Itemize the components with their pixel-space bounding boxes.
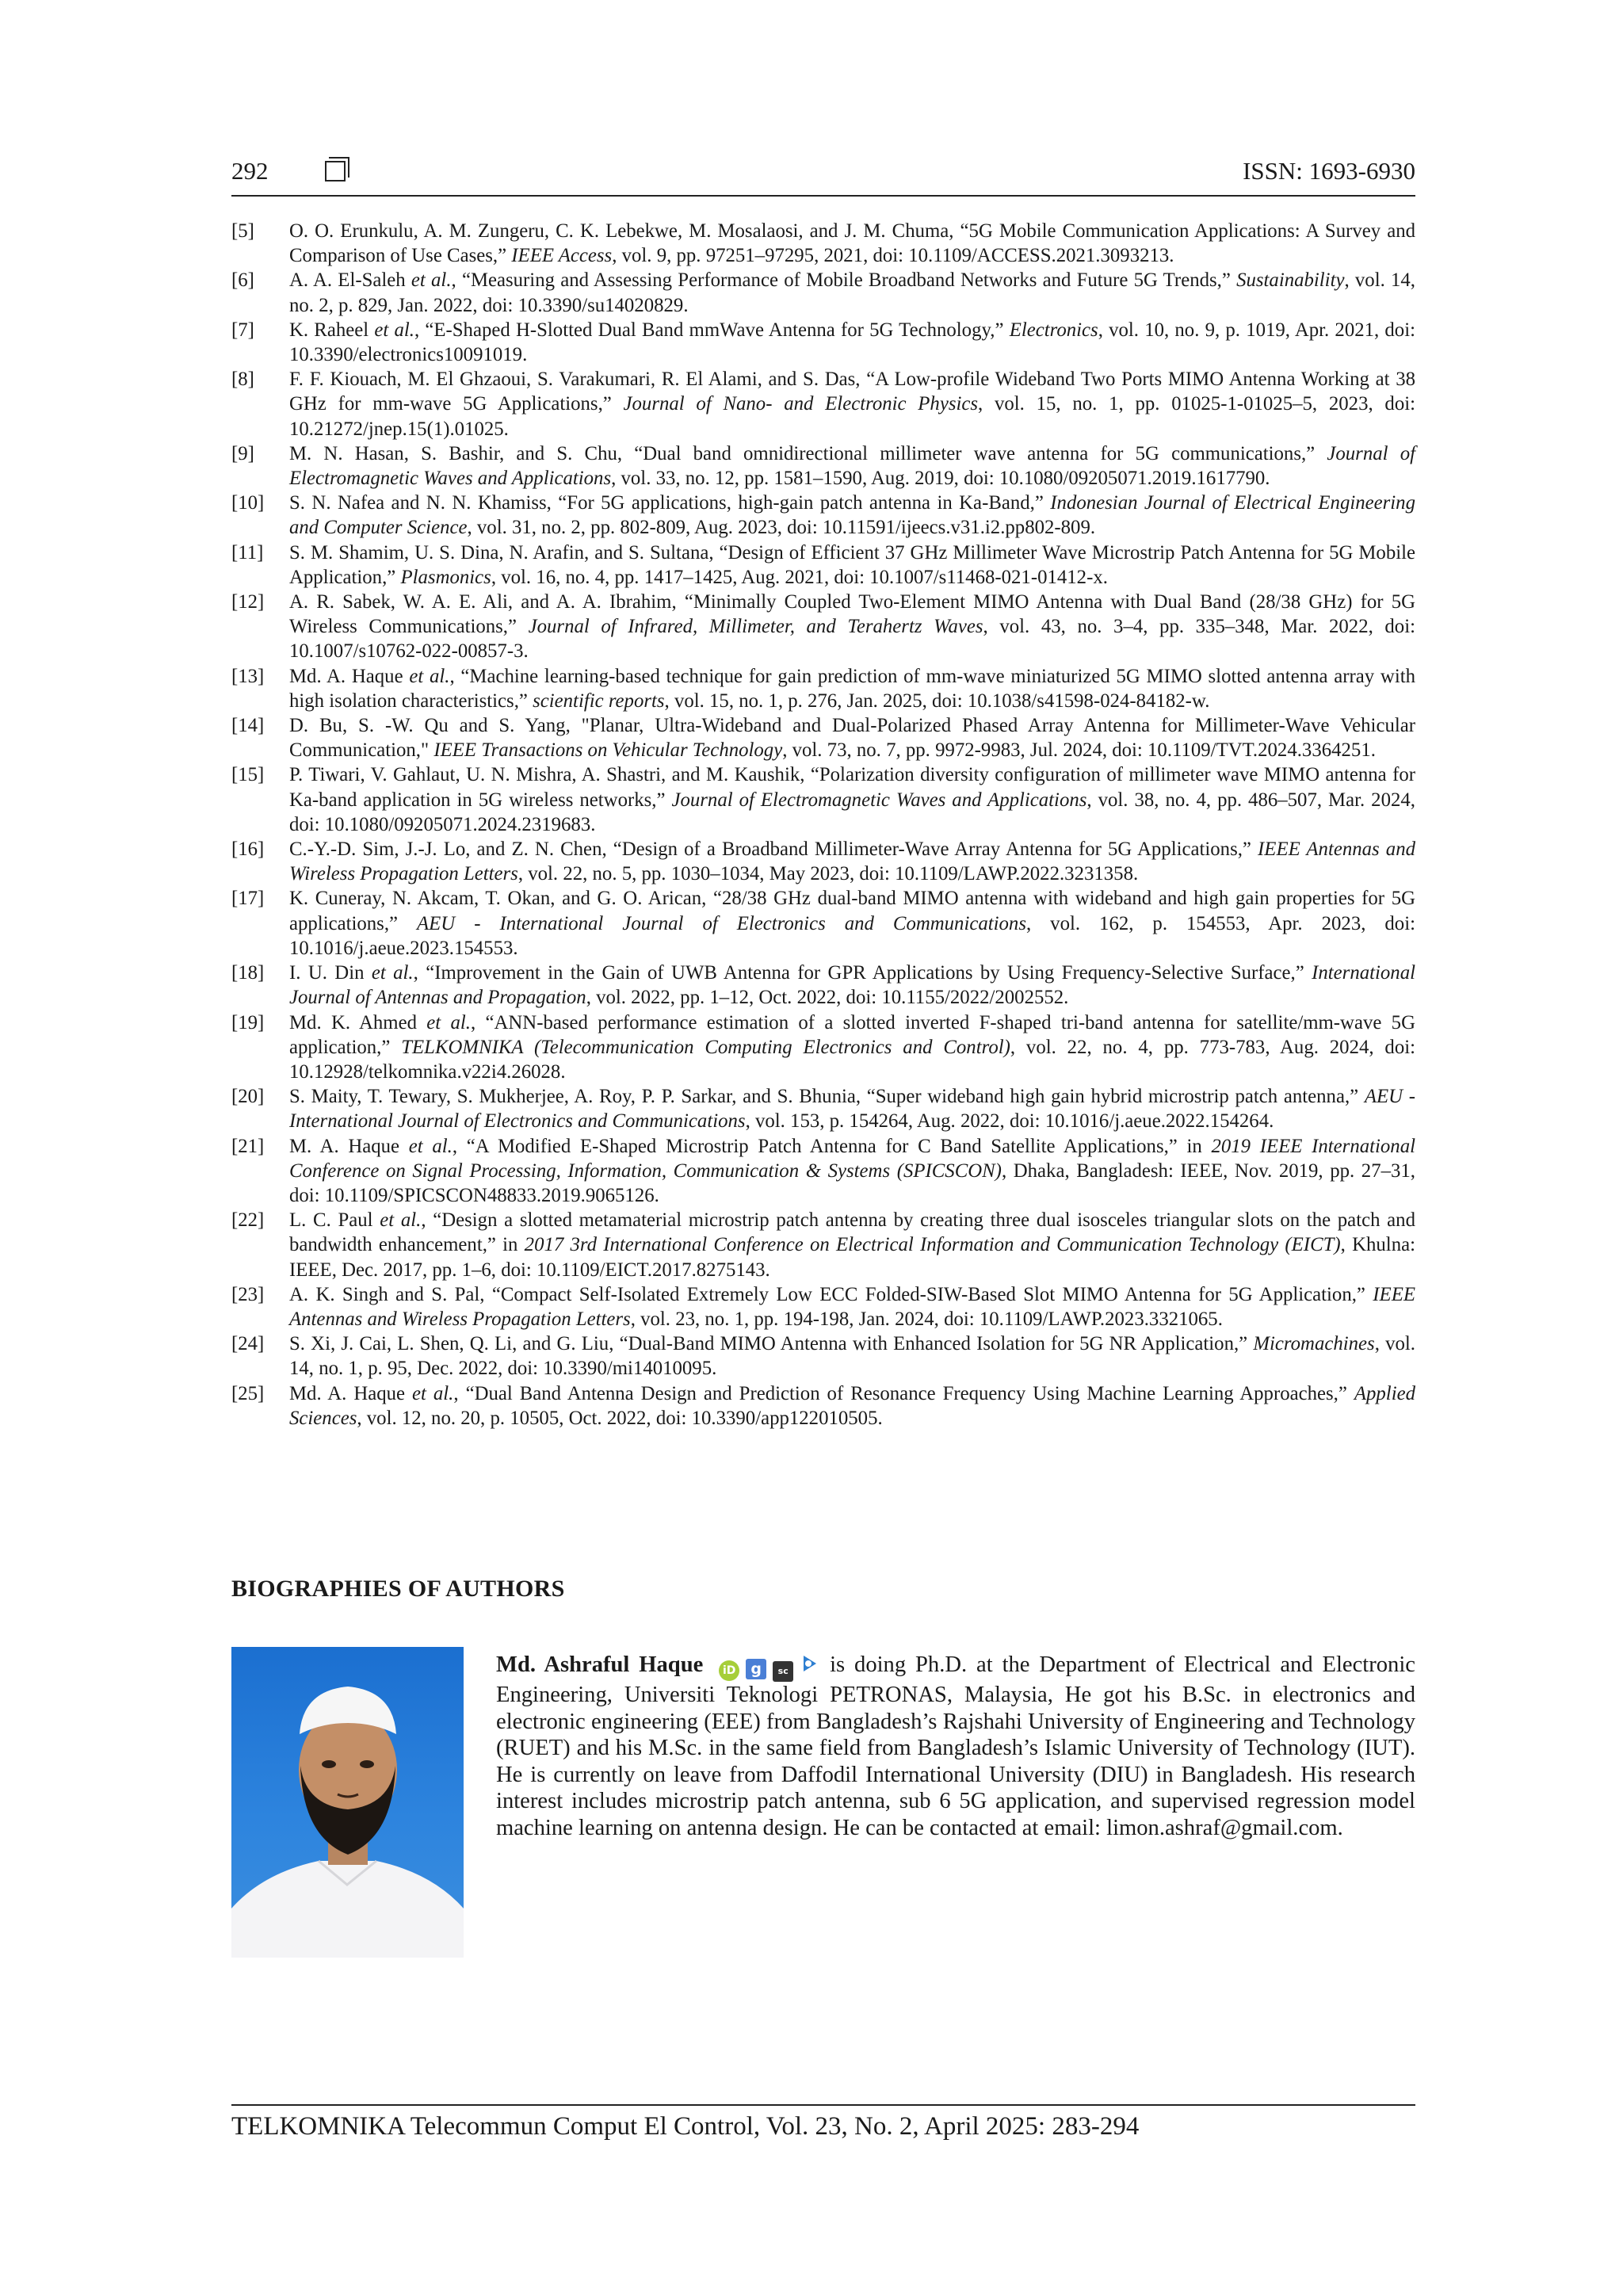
author-portrait-image (231, 1647, 464, 1958)
reference-text-segment: L. C. Paul (289, 1209, 380, 1232)
reference-source-title: et al. (411, 269, 452, 292)
reference-text-segment: , Dhaka, Bangladesh: IEEE, Nov. 2019, pp. 27–31, doi: 10.1109/SPICSCON48833.2019.9065126. (289, 1159, 1415, 1206)
reference-item (231, 491, 1415, 540)
reference-item (231, 713, 1415, 762)
reference-source-title: Micromachines (1253, 1333, 1375, 1355)
reference-number: [9] (231, 442, 254, 464)
reference-text-segment: , vol. 73, no. 7, pp. 9972-9983, Jul. 2024, doi: 10.1109/TVT.2024.3364251. (782, 739, 1376, 762)
page-number: 292 (231, 157, 269, 185)
reference-source-title: Journal of Electromagnetic Waves and Applications (671, 789, 1087, 811)
reference-text (289, 268, 1415, 317)
reference-text-segment: A. K. Singh and S. Pal, “Compact Self-Isolated Extremely Low ECC Folded-SIW-Based Slot MIMO Antenna for 5G Application,” (289, 1283, 1373, 1305)
reference-source-title: AEU - International Journal of Electronics and Communications (417, 912, 1026, 934)
reference-text-segment: , vol. 14, no. 1, p. 95, Dec. 2022, doi: 10.3390/mi14010095. (289, 1333, 1415, 1380)
reference-source-title: et al. (409, 665, 450, 687)
reference-source-title: Journal of Nano- and Electronic Physics (623, 393, 979, 415)
reference-text-segment: , vol. 15, no. 1, p. 276, Jan. 2025, doi: 10.1038/s41598-024-84182-w. (664, 690, 1210, 712)
reference-text (289, 1381, 1415, 1431)
reference-text-segment: , vol. 10, no. 9, p. 1019, Apr. 2021, doi: 10.3390/electronics10091019. (289, 319, 1415, 366)
reference-text-segment: M. A. Haque (289, 1135, 409, 1157)
reference-source-title: et al. (412, 1382, 454, 1404)
reference-number: [20] (231, 1086, 265, 1108)
reference-number: [21] (231, 1135, 265, 1157)
reference-text (289, 837, 1415, 886)
reference-item (231, 590, 1415, 664)
reference-number: [7] (231, 319, 254, 341)
reference-text-segment: D. Bu, S. -W. Qu and S. Yang, "Planar, Ultra-Wideband and Dual-Polarized Phased Array Antenna for Millimeter-Wave Vehicular Communication," (289, 715, 1415, 762)
reference-text (289, 1331, 1415, 1381)
reference-text-segment: A. R. Sabek, W. A. E. Ali, and A. A. Ibrahim, “Minimally Coupled Two-Element MIMO Antenna with Dual Band (28/38 GHz) for 5G Wireless Communications,” (289, 591, 1415, 638)
page-footer: TELKOMNIKA Telecommun Comput El Control, Vol. 23, No. 2, April 2025: 283-294 (231, 2104, 1415, 2141)
reference-item (231, 1208, 1415, 1282)
reference-text-segment: , “E-Shaped H-Slotted Dual Band mmWave Antenna for 5G Technology,” (414, 319, 1010, 341)
reference-number: [5] (231, 220, 254, 242)
reference-text-segment: I. U. Din (289, 962, 372, 984)
reference-text-segment: , vol. 43, no. 3–4, pp. 335–348, Mar. 2022, doi: 10.1007/s10762-022-00857-3. (289, 616, 1415, 663)
reference-item (231, 318, 1415, 367)
reference-number: [6] (231, 269, 254, 292)
reference-text (289, 367, 1415, 441)
reference-number: [23] (231, 1283, 265, 1305)
reference-text-segment: , vol. 153, p. 154264, Aug. 2022, doi: 10.1016/j.aeue.2022.154264. (745, 1110, 1274, 1133)
reference-item (231, 1084, 1415, 1133)
reference-text (289, 541, 1415, 590)
reference-source-title: et al. (380, 1209, 422, 1232)
reference-item (231, 268, 1415, 317)
reference-source-title: Electronics (1009, 319, 1098, 341)
reference-source-title: Applied Sciences (289, 1382, 1415, 1429)
reference-number: [11] (231, 541, 264, 563)
publons-icon[interactable] (800, 1653, 820, 1674)
reference-source-title: scientific reports (533, 690, 665, 712)
reference-text (289, 762, 1415, 837)
scopus-icon[interactable]: sc (773, 1661, 793, 1682)
reference-text-segment: , vol. 33, no. 12, pp. 1581–1590, Aug. 2019, doi: 10.1080/09205071.2019.1617790. (611, 468, 1270, 490)
reference-text-segment: K. Cuneray, N. Akcam, T. Okan, and G. O. Arican, “28/38 GHz dual-band MIMO antenna with wideband and high gain properties for 5G applications,” (289, 888, 1415, 934)
reference-source-title: Sustainability (1236, 269, 1345, 292)
reference-source-title: et al. (408, 1135, 453, 1157)
reference-source-title: 2019 IEEE International Conference on Signal Processing, Information, Communication & Systems (SPICSCON) (289, 1135, 1415, 1182)
author-name: Md. Ashraful Haque (496, 1652, 704, 1677)
author-biography (496, 1652, 1415, 1842)
reference-text-segment: S. N. Nafea and N. N. Khamiss, “For 5G applications, high-gain patch antenna in Ka-Band,” (289, 492, 1051, 514)
reference-number: [25] (231, 1382, 265, 1404)
reference-text-segment: , vol. 9, pp. 97251–97295, 2021, doi: 10.1109/ACCESS.2021.3093213. (612, 245, 1174, 267)
reference-text-segment: C.-Y.-D. Sim, J.-J. Lo, and Z. N. Chen, “Design of a Broadband Millimeter-Wave Array Antenna for 5G Applications,” (289, 839, 1258, 861)
reference-source-title: et al. (374, 319, 414, 341)
reference-number: [15] (231, 764, 265, 786)
reference-item (231, 837, 1415, 886)
reference-text-segment: , “A Modified E-Shaped Microstrip Patch Antenna for C Band Satellite Applications,” in (452, 1135, 1212, 1157)
reference-item (231, 541, 1415, 590)
reference-text-segment: , “Dual Band Antenna Design and Prediction of Resonance Frequency Using Machine Learning Approaches,” (453, 1382, 1354, 1404)
reference-number: [13] (231, 665, 265, 687)
reference-source-title: IEEE Antennas and Wireless Propagation Letters (289, 1283, 1415, 1330)
reference-text-segment: , vol. 38, no. 4, pp. 486–507, Mar. 2024, doi: 10.1080/09205071.2024.2319683. (289, 789, 1415, 835)
reference-text-segment: O. O. Erunkulu, A. M. Zungeru, C. K. Lebekwe, M. Mosalaosi, and J. M. Chuma, “5G Mobile Communication Applications: A Survey and Comparison of Use Cases,” (289, 220, 1415, 267)
reference-text (289, 491, 1415, 540)
reference-text (289, 219, 1415, 268)
reference-text-segment: , vol. 16, no. 4, pp. 1417–1425, Aug. 2021, doi: 10.1007/s11468-021-01412-x. (491, 566, 1108, 588)
reference-item (231, 1381, 1415, 1431)
reference-source-title: et al. (426, 1011, 471, 1033)
page-header (231, 154, 1415, 197)
reference-source-title: et al. (371, 962, 414, 984)
issn: ISSN: 1693-6930 (1243, 157, 1415, 185)
reference-text-segment: S. Maity, T. Tewary, S. Mukherjee, A. Roy, P. P. Sarkar, and S. Bhunia, “Super wideband high gain hybrid microstrip patch antenna,” (289, 1086, 1365, 1108)
reference-item (231, 219, 1415, 268)
reference-text-segment: , “Design a slotted metamaterial microstrip patch antenna by creating three dual isosceles triangular slots on the patch and bandwidth enhancement,” in (289, 1209, 1415, 1256)
reference-source-title: Plasmonics (400, 566, 491, 588)
reference-number: [8] (231, 369, 254, 391)
reference-text-segment: S. M. Shamim, U. S. Dina, N. Arafin, and S. Sultana, “Design of Efficient 37 GHz Millimeter Wave Microstrip Patch Antenna for 5G Mobile Application,” (289, 541, 1415, 588)
reference-item (231, 664, 1415, 713)
reference-item (231, 441, 1415, 491)
reference-text-segment: Md. A. Haque (289, 1382, 413, 1404)
reference-text-segment: , Khulna: IEEE, Dec. 2017, pp. 1–6, doi: 10.1109/EICT.2017.8275143. (289, 1234, 1415, 1281)
reference-source-title: IEEE Antennas and Wireless Propagation Letters (289, 839, 1415, 885)
reference-text-segment: , “Measuring and Assessing Performance of Mobile Broadband Networks and Future 5G Trends,” (451, 269, 1237, 292)
reference-number: [22] (231, 1209, 265, 1232)
reference-text-segment: , vol. 14, no. 2, p. 829, Jan. 2022, doi: 10.3390/su14020829. (289, 269, 1415, 316)
reference-number: [19] (231, 1011, 265, 1033)
reference-source-title: AEU - International Journal of Electronics and Communications (289, 1086, 1415, 1133)
reference-text-segment: , vol. 31, no. 2, pp. 802-809, Aug. 2023, doi: 10.11591/ijeecs.v31.i2.pp802-809. (467, 517, 1096, 539)
reference-text-segment: , vol. 2022, pp. 1–12, Oct. 2022, doi: 10.1155/2022/2002552. (586, 987, 1069, 1009)
reference-text-segment: , vol. 162, p. 154553, Apr. 2023, doi: 10.1016/j.aeue.2023.154553. (289, 912, 1415, 959)
references-list (231, 219, 1415, 1431)
reference-item (231, 1134, 1415, 1209)
reference-text (289, 1010, 1415, 1085)
reference-source-title: Indonesian Journal of Electrical Engineering and Computer Science (289, 492, 1415, 539)
reference-item (231, 961, 1415, 1010)
reference-text (289, 1208, 1415, 1282)
square-bullet-icon (325, 161, 346, 181)
reference-item (231, 762, 1415, 837)
reference-source-title: 2017 3rd International Conference on Electrical Information and Communication Technology (EICT) (524, 1234, 1341, 1256)
reference-text-segment: K. Raheel (289, 319, 375, 341)
reference-number: [14] (231, 715, 265, 737)
reference-text-segment: A. A. El-Saleh (289, 269, 411, 292)
reference-number: [24] (231, 1333, 265, 1355)
reference-source-title: Journal of Infrared, Millimeter, and Terahertz Waves (528, 616, 983, 638)
biographies-heading: BIOGRAPHIES OF AUTHORS (231, 1576, 565, 1602)
reference-text (289, 664, 1415, 713)
reference-text-segment: , vol. 22, no. 4, pp. 773-783, Aug. 2024, doi: 10.12928/telkomnika.v22i4.26028. (289, 1036, 1415, 1083)
reference-text-segment: S. Xi, J. Cai, L. Shen, Q. Li, and G. Liu, “Dual-Band MIMO Antenna with Enhanced Isolation for 5G NR Application,” (289, 1333, 1254, 1355)
reference-text-segment: , vol. 15, no. 1, pp. 01025-1-01025–5, 2023, doi: 10.21272/jnep.15(1).01025. (289, 393, 1416, 440)
reference-item (231, 1331, 1415, 1381)
reference-source-title: International Journal of Antennas and Propagation (289, 962, 1415, 1009)
reference-text (289, 1282, 1415, 1331)
reference-source-title: IEEE Access (511, 245, 613, 267)
google-scholar-icon[interactable]: g (746, 1659, 766, 1679)
reference-number: [12] (231, 591, 265, 613)
reference-text-segment: Md. A. Haque (289, 665, 410, 687)
reference-text (289, 1134, 1415, 1209)
reference-number: [16] (231, 839, 265, 861)
author-photo (231, 1647, 464, 1958)
reference-text-segment: M. N. Hasan, S. Bashir, and S. Chu, “Dual band omnidirectional millimeter wave antenna for 5G communications,” (289, 442, 1327, 464)
reference-source-title: TELKOMNIKA (Telecommunication Computing Electronics and Control) (401, 1036, 1010, 1058)
reference-text (289, 961, 1415, 1010)
reference-text-segment: , “Machine learning-based technique for gain prediction of mm-wave miniaturized 5G MIMO slotted antenna array with high isolation characteristics,” (289, 665, 1415, 712)
reference-text-segment: , vol. 12, no. 20, p. 10505, Oct. 2022, doi: 10.3390/app122010505. (357, 1407, 883, 1429)
reference-text-segment: , vol. 22, no. 5, pp. 1030–1034, May 2023, doi: 10.1109/LAWP.2022.3231358. (517, 863, 1139, 885)
reference-source-title: Journal of Electromagnetic Waves and Applications (289, 442, 1415, 490)
reference-number: [17] (231, 888, 265, 910)
reference-text-segment: F. F. Kiouach, M. El Ghzaoui, S. Varakumari, R. El Alami, and S. Das, “A Low-profile Wideband Two Ports MIMO Antenna Working at 38 GHz for mm-wave 5G Applications,” (289, 369, 1415, 415)
reference-text-segment: , “Improvement in the Gain of UWB Antenna for GPR Applications by Using Frequency-Selective Surface,” (413, 962, 1312, 984)
reference-number: [10] (231, 492, 265, 514)
reference-text (289, 713, 1415, 762)
reference-text-segment: Md. K. Ahmed (289, 1011, 427, 1033)
reference-text (289, 590, 1415, 664)
reference-text-segment: P. Tiwari, V. Gahlaut, U. N. Mishra, A. Shastri, and M. Kaushik, “Polarization diversity configuration of millimeter wave MIMO antenna for Ka-band application in 5G wireless networks,” (289, 764, 1415, 811)
reference-item (231, 1282, 1415, 1331)
reference-text (289, 318, 1415, 367)
reference-item (231, 367, 1415, 441)
reference-item (231, 886, 1415, 961)
reference-text (289, 886, 1415, 961)
reference-text (289, 1084, 1415, 1133)
reference-text (289, 441, 1415, 491)
biography-text: is doing Ph.D. at the Department of Electrical and Electronic Engineering, Universiti Teknologi PETRONAS, Malaysia, He got his B.Sc. in electronics and electronic engineering (EEE) from Bangladesh’s Rajshahi University of Engineering and Technology (RUET) and his M.Sc. in the same field from Bangladesh’s Islamic University of Technology (IUT). He is currently on leave from Daffodil International University (DIU) in Bangladesh. His research interest includes microstrip patch antenna, sub 6 5G application, and supervised regression model machine learning on antenna design. He can be contacted at email: limon.ashraf@gmail.com. (496, 1652, 1415, 1840)
reference-text-segment: , “ANN-based performance estimation of a slotted inverted F-shaped tri-band antenna for satellite/mm-wave 5G application,” (289, 1011, 1415, 1058)
reference-number: [18] (231, 962, 265, 984)
reference-item (231, 1010, 1415, 1085)
reference-text-segment: , vol. 23, no. 1, pp. 194-198, Jan. 2024, doi: 10.1109/LAWP.2023.3321065. (630, 1308, 1223, 1330)
reference-source-title: IEEE Transactions on Vehicular Technology (433, 739, 783, 762)
orcid-icon[interactable]: iD (719, 1660, 739, 1681)
